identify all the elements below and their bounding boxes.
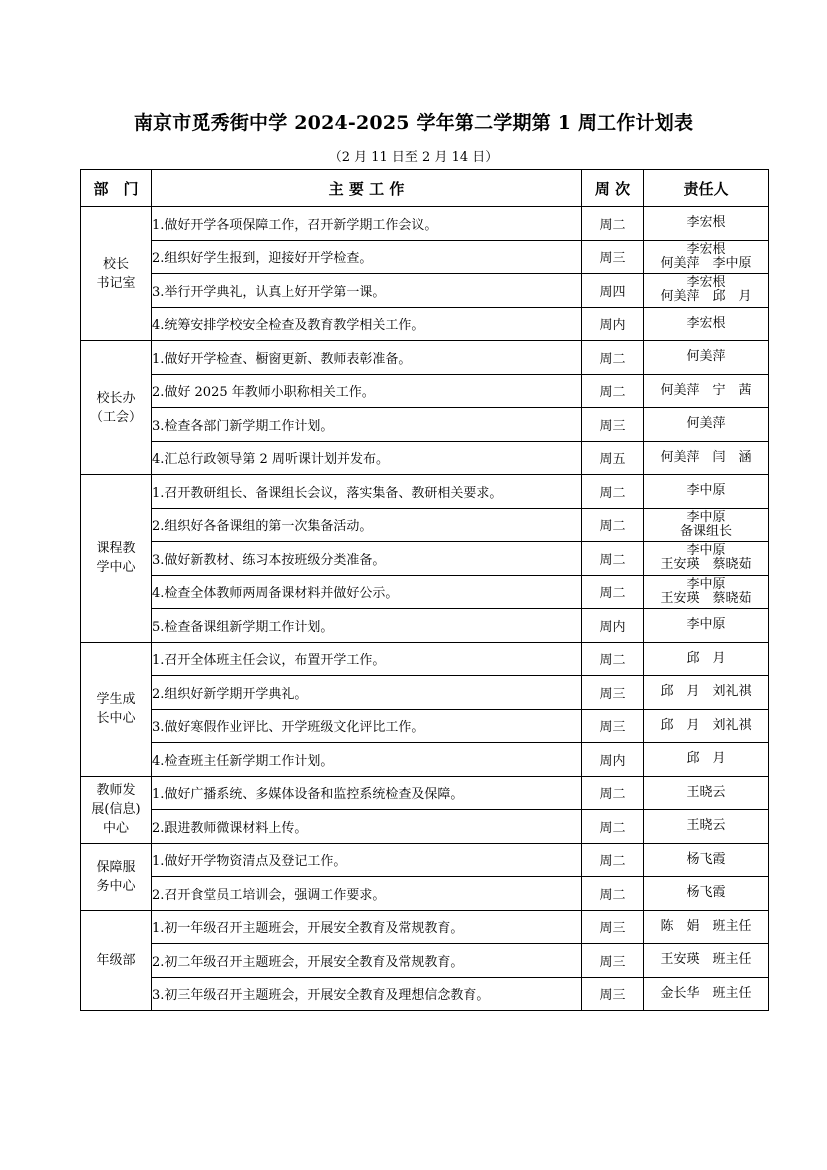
responsible-person-name: 邱 月 (686, 650, 726, 666)
week-cell: 周三 (582, 910, 644, 944)
task-cell: 1.做好广播系统、多媒体设备和监控系统检查及保障。 (152, 776, 582, 810)
table-row (81, 676, 769, 710)
department-name-line: 学生成 (96, 692, 136, 707)
table-row (81, 475, 769, 509)
task-cell: 4.检查班主任新学期工作计划。 (152, 743, 582, 777)
department-name-line: 学中心 (96, 560, 136, 576)
task-cell: 1.召开全体班主任会议，布置开学工作。 (152, 642, 582, 676)
responsible-person-cell (644, 307, 769, 341)
responsible-person-name: 邱 月 刘礼祺 (660, 684, 752, 700)
responsible-person-cell (644, 207, 769, 241)
responsible-person-name: 李中原 (686, 483, 726, 499)
responsible-person-name: 金长华 班主任 (660, 985, 752, 1001)
table-row (81, 877, 769, 911)
task-cell: 4.检查全体教师两周备课材料并做好公示。 (152, 575, 582, 609)
department-name-line: 长中心 (96, 711, 136, 726)
week-cell: 周二 (582, 642, 644, 676)
department-name-line: 务中心 (96, 878, 136, 894)
table-row (81, 374, 769, 408)
table-row (81, 207, 769, 241)
responsible-person-cell (644, 843, 769, 877)
department-cell (81, 341, 152, 475)
responsible-person-cell (644, 475, 769, 509)
responsible-person-name: 何美萍 邱 月 (660, 289, 752, 305)
responsible-person-name: 备课组长 (679, 523, 732, 539)
responsible-person-cell (644, 508, 769, 542)
week-cell: 周内 (582, 609, 644, 643)
table-row (81, 508, 769, 542)
department-name-line: 教师发 (96, 783, 136, 798)
department-name-line: （工会） (89, 409, 142, 425)
responsible-person-cell (644, 441, 769, 475)
department-cell (81, 475, 152, 643)
week-cell: 周三 (582, 240, 644, 274)
week-cell: 周三 (582, 676, 644, 710)
department-name-line: 保障服 (96, 859, 136, 875)
week-cell: 周二 (582, 542, 644, 576)
responsible-person-name: 李宏根 (686, 215, 726, 231)
task-cell: 3.做好新教材、练习本按班级分类准备。 (152, 542, 582, 576)
task-cell: 1.做好开学各项保障工作，召开新学期工作会议。 (152, 207, 582, 241)
responsible-person-name: 杨飞霞 (686, 851, 726, 867)
task-cell: 2.组织好各备课组的第一次集备活动。 (152, 508, 582, 542)
responsible-person-cell (644, 810, 769, 844)
header-person: 责任人 (644, 170, 769, 207)
table-row (81, 341, 769, 375)
responsible-person-name: 何美萍 闫 涵 (660, 449, 752, 465)
responsible-person-cell (644, 642, 769, 676)
task-cell: 1.初一年级召开主题班会，开展安全教育及常规教育。 (152, 910, 582, 944)
responsible-person-name: 王安瑛 蔡晓茹 (660, 590, 752, 606)
responsible-person-name: 何美萍 李中原 (660, 255, 752, 271)
week-cell: 周二 (582, 575, 644, 609)
task-cell: 2.初二年级召开主题班会，开展安全教育及常规教育。 (152, 944, 582, 978)
responsible-person-name: 何美萍 (686, 349, 726, 365)
responsible-person-cell (644, 910, 769, 944)
task-cell: 2.召开食堂员工培训会，强调工作要求。 (152, 877, 582, 911)
week-cell: 周三 (582, 408, 644, 442)
table-row (81, 944, 769, 978)
department-cell (81, 910, 152, 1011)
task-cell: 2.跟进教师微课材料上传。 (152, 810, 582, 844)
responsible-person-name: 陈 娟 班主任 (660, 918, 752, 934)
department-name-line: 年级部 (96, 952, 136, 968)
table-row (81, 609, 769, 643)
department-name-line: 校长办 (96, 390, 136, 406)
department-name-line: 书记室 (96, 275, 136, 291)
week-cell: 周内 (582, 307, 644, 341)
task-cell: 2.做好 2025 年教师小职称相关工作。 (152, 374, 582, 408)
responsible-person-cell (644, 709, 769, 743)
task-cell: 1.做好开学物资清点及登记工作。 (152, 843, 582, 877)
table-row (81, 274, 769, 308)
table-row (81, 843, 769, 877)
department-name-line: 展(信息) (91, 802, 141, 817)
department-cell (81, 207, 152, 341)
table-row (81, 575, 769, 609)
week-cell: 周二 (582, 207, 644, 241)
task-cell: 2.组织好新学期开学典礼。 (152, 676, 582, 710)
table-row (81, 441, 769, 475)
task-cell: 4.统筹安排学校安全检查及教育教学相关工作。 (152, 307, 582, 341)
week-cell: 周二 (582, 776, 644, 810)
week-cell: 周二 (582, 374, 644, 408)
responsible-person-cell (644, 575, 769, 609)
responsible-person-cell (644, 240, 769, 274)
week-cell: 周三 (582, 944, 644, 978)
table-body (81, 207, 769, 1011)
task-cell: 5.检查备课组新学期工作计划。 (152, 609, 582, 643)
responsible-person-name: 王晓云 (686, 784, 726, 800)
page-title: 南京市觅秀街中学 2024-2025 学年第二学期第 1 周工作计划表 (133, 112, 694, 134)
responsible-person-name: 李中原 (686, 576, 726, 592)
department-cell (81, 843, 152, 910)
week-cell: 周三 (582, 709, 644, 743)
task-cell: 3.举行开学典礼，认真上好开学第一课。 (152, 274, 582, 308)
responsible-person-cell (644, 676, 769, 710)
responsible-person-name: 王安瑛 班主任 (660, 952, 752, 968)
table-row (81, 240, 769, 274)
responsible-person-cell (644, 374, 769, 408)
responsible-person-name: 李宏根 (686, 241, 726, 257)
responsible-person-cell (644, 274, 769, 308)
table-row (81, 743, 769, 777)
task-cell: 1.做好开学检查、橱窗更新、教师表彰准备。 (152, 341, 582, 375)
header-week: 周 次 (582, 170, 644, 207)
responsible-person-name: 何美萍 宁 茜 (660, 382, 752, 398)
week-cell: 周二 (582, 475, 644, 509)
responsible-person-cell (644, 743, 769, 777)
table-row (81, 642, 769, 676)
task-cell: 3.检查各部门新学期工作计划。 (152, 408, 582, 442)
header-dept: 部 门 (81, 170, 152, 207)
week-cell: 周五 (582, 441, 644, 475)
responsible-person-cell (644, 408, 769, 442)
task-cell: 4.汇总行政领导第 2 周听课计划并发布。 (152, 441, 582, 475)
table-row (81, 408, 769, 442)
work-plan-table (80, 169, 769, 1011)
table-row (81, 977, 769, 1011)
department-name-line: 校长 (102, 256, 129, 272)
week-cell: 周二 (582, 508, 644, 542)
responsible-person-name: 李中原 (686, 509, 726, 525)
responsible-person-name: 李中原 (686, 543, 726, 559)
table-row (81, 709, 769, 743)
table-row (81, 910, 769, 944)
responsible-person-name: 李中原 (686, 617, 726, 633)
department-cell (81, 776, 152, 843)
department-name-line: 课程教 (96, 541, 136, 557)
responsible-person-name: 邱 月 (686, 751, 726, 767)
responsible-person-name: 李宏根 (686, 315, 726, 331)
task-cell: 1.召开教研组长、备课组长会议，落实集备、教研相关要求。 (152, 475, 582, 509)
responsible-person-cell (644, 776, 769, 810)
table-header-row (81, 170, 769, 207)
week-cell: 周三 (582, 977, 644, 1011)
department-name-line: 中心 (102, 821, 129, 836)
responsible-person-name: 邱 月 刘礼祺 (660, 717, 752, 733)
table-row (81, 307, 769, 341)
responsible-person-name: 王晓云 (686, 818, 726, 834)
responsible-person-cell (644, 977, 769, 1011)
responsible-person-name: 王安瑛 蔡晓茹 (660, 557, 752, 573)
responsible-person-name: 何美萍 (686, 416, 726, 432)
week-cell: 周四 (582, 274, 644, 308)
responsible-person-cell (644, 542, 769, 576)
week-cell: 周二 (582, 877, 644, 911)
responsible-person-name: 李宏根 (686, 275, 726, 291)
responsible-person-cell (644, 609, 769, 643)
table-row (81, 542, 769, 576)
task-cell: 2.组织好学生报到，迎接好开学检查。 (152, 240, 582, 274)
responsible-person-cell (644, 877, 769, 911)
week-cell: 周二 (582, 843, 644, 877)
responsible-person-cell (644, 341, 769, 375)
task-cell: 3.做好寒假作业评比、开学班级文化评比工作。 (152, 709, 582, 743)
responsible-person-name: 杨飞霞 (686, 885, 726, 901)
week-cell: 周二 (582, 341, 644, 375)
responsible-person-cell (644, 944, 769, 978)
table-row (81, 810, 769, 844)
department-cell (81, 642, 152, 776)
header-task: 主 要 工 作 (152, 170, 582, 207)
task-cell: 3.初三年级召开主题班会，开展安全教育及理想信念教育。 (152, 977, 582, 1011)
week-cell: 周二 (582, 810, 644, 844)
date-range-subtitle: （2 月 11 日至 2 月 14 日） (328, 150, 499, 165)
week-cell: 周内 (582, 743, 644, 777)
table-row (81, 776, 769, 810)
